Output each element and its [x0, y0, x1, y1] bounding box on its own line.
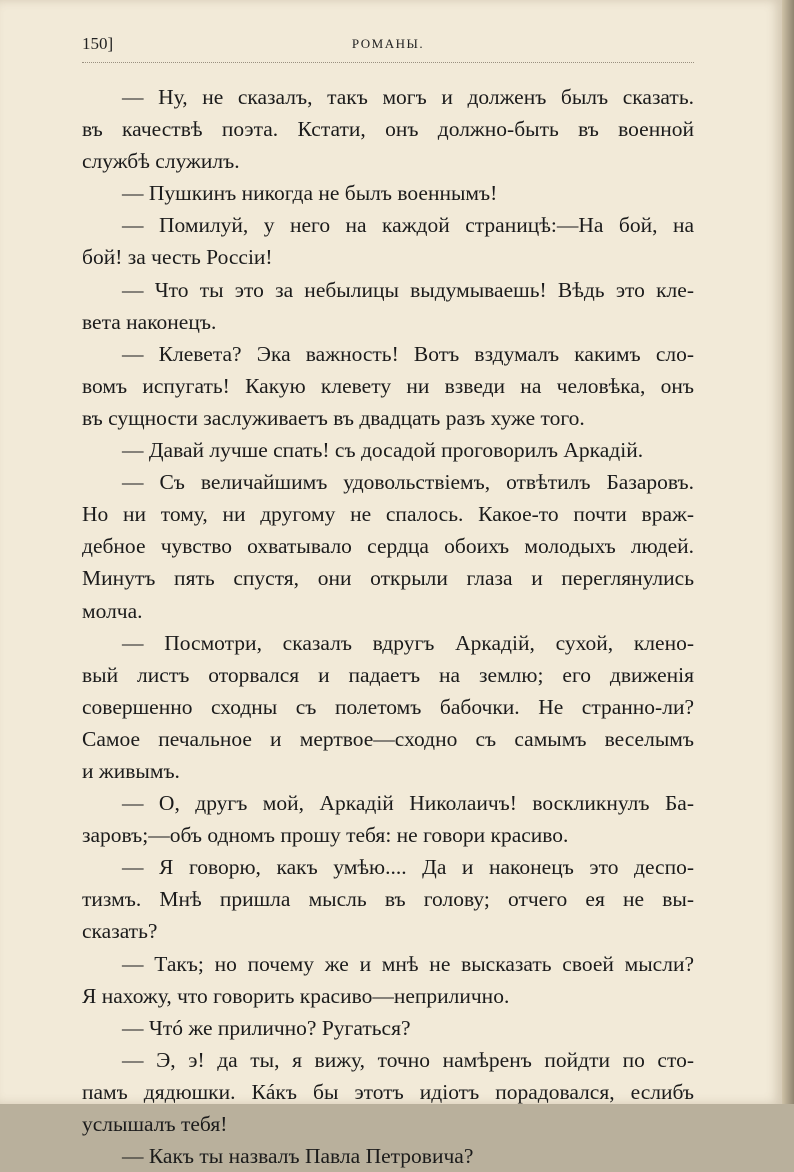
header-rule: [82, 62, 694, 63]
text-line: — Ну, не сказалъ, такъ могъ и долженъ былъ сказать.: [122, 85, 694, 109]
running-title: РОМАНЫ.: [351, 36, 425, 51]
body-text: [82, 81, 694, 1172]
text-line: молча.: [82, 598, 143, 623]
text-line: — Клевета? Эка важность! Вотъ вздумалъ какимъ сло-: [122, 341, 694, 366]
text-line: тизмъ. Мнѣ пришла мысль въ голову; отчего ея не вы-: [82, 887, 694, 912]
page-edge: [782, 0, 794, 1104]
text-line: вета наконецъ.: [82, 309, 217, 334]
text-line: Минутъ пять спустя, они открыли глаза и переглянулись: [82, 566, 694, 591]
text-line: — Чтó же прилично? Ругаться?: [122, 1015, 411, 1040]
text-line: — Такъ; но почему же и мнѣ не высказать своей мысли?: [122, 951, 694, 976]
text-line: сказать?: [82, 919, 158, 944]
text-line: — Помилуй, у него на каждой страницѣ:—На бой, на: [122, 213, 694, 238]
text-line: — Какъ ты назвалъ Павла Петровича?: [122, 1144, 474, 1169]
text-line: и живымъ.: [82, 758, 180, 783]
text-line: — Давай лучше спать! съ досадой проговорилъ Аркадій.: [122, 438, 644, 463]
text-line: — Что ты это за небылицы выдумываешь! Вѣдь это кле-: [122, 277, 694, 302]
text-line: вый листъ оторвался и падаетъ на землю; его движенія: [82, 662, 694, 687]
text-line: Самое печальное и мертвое—сходно съ самымъ веселымъ: [82, 726, 694, 751]
text-line: — Съ величайшимъ удовольствіемъ, отвѣтилъ Базаровъ.: [122, 470, 694, 495]
text-line: памъ дядюшки. Кáкъ бы этотъ идіотъ порадовался, еслибъ: [82, 1079, 694, 1104]
text-line: — О, другъ мой, Аркадій Николаичъ! воскликнулъ Ба-: [122, 791, 694, 816]
text-line: службѣ служилъ.: [82, 149, 240, 174]
text-line: въ качествѣ поэта. Кстати, онъ должно-быть въ военной: [82, 117, 694, 142]
text-line: услышалъ тебя!: [82, 1112, 228, 1136]
text-line: совершенно сходны съ полетомъ бабочки. Не странно-ли?: [82, 694, 694, 719]
text-line: Но ни тому, ни другому не спалось. Какое-то почти враж-: [82, 502, 694, 527]
text-line: — Посмотри, сказалъ вдругъ Аркадій, сухой, клено-: [122, 630, 694, 655]
text-line: бой! за честь Россіи!: [82, 245, 273, 270]
text-line: дебное чувство охватывало сердца обоихъ молодыхъ людей.: [82, 534, 694, 559]
page-header: [82, 34, 694, 60]
text-line: — Я говорю, какъ умѣю.... Да и наконецъ это деспо-: [122, 855, 694, 880]
text-line: въ сущности заслуживаетъ въ двадцать разъ хуже того.: [82, 405, 585, 430]
text-line: Я нахожу, что говорить красиво—неприлично.: [82, 983, 510, 1008]
page-number: 150]: [82, 34, 114, 53]
text-line: вомъ испугать! Какую клевету ни взведи на человѣка, онъ: [82, 373, 694, 398]
text-line: заровъ;—объ одномъ прошу тебя: не говори красиво.: [82, 823, 569, 848]
text-line: — Э, э! да ты, я вижу, точно намѣренъ пойдти по сто-: [122, 1047, 694, 1072]
text-line: — Пушкинъ никогда не былъ военнымъ!: [122, 181, 498, 206]
